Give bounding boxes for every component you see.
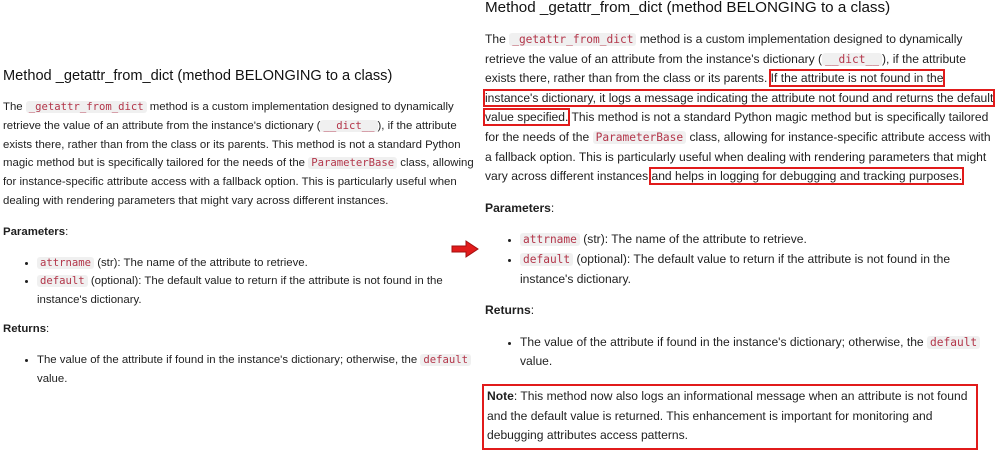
text-run: ), if the attribute exists there, rather than from the class or its parents. This method is not a standard Python magic method but is specifically tailored for the needs of the — [3, 119, 461, 170]
parameters-heading: Parameters — [3, 225, 66, 238]
param-code: default — [520, 253, 573, 266]
note-highlight-box — [482, 384, 978, 450]
returns-heading-line: Returns: — [3, 322, 50, 335]
list-item: • default (optional): The default value to return if the attribute is not found in the instance's dictionary. — [520, 250, 995, 289]
parameters-heading-line: Parameters: — [3, 225, 69, 238]
text-run: The — [3, 101, 26, 113]
inline-code: _getattr_from_dict — [509, 33, 636, 46]
text-run: method is a custom implementation designed to dynamically retrieve the value of an attribute from the instance's dictionary ( — [485, 32, 963, 66]
inline-code: __dict__ — [320, 120, 377, 132]
list-item: • The value of the attribute if found in the instance's dictionary; otherwise, the default value. — [520, 333, 995, 372]
param-code: attrname — [520, 233, 580, 246]
text-run: The — [485, 32, 510, 46]
list-item: • attrname (str): The name of the attribute to retrieve. — [520, 230, 995, 250]
original-doc-panel — [3, 0, 479, 398]
return-code: default — [927, 336, 980, 349]
inline-code: __dict__ — [822, 53, 882, 66]
param-code: default — [37, 275, 88, 287]
list-item: • attrname (str): The name of the attribute to retrieve. — [37, 254, 479, 273]
description-paragraph — [3, 98, 479, 211]
updated-doc-panel — [485, 0, 995, 450]
highlighted-change: and helps in logging for debugging and tracking purposes. — [651, 169, 963, 184]
parameters-list — [3, 254, 479, 310]
doc-title: Method _getattr_from_dict (method BELONGING to a class) — [3, 68, 393, 84]
text-run: class, allowing for instance-specific attribute access with a fallback option. This is particularly useful when dealing with rendering parameters that might vary across different instances. — [3, 157, 474, 207]
red-right-arrow-icon — [451, 240, 479, 258]
returns-heading: Returns — [3, 322, 47, 335]
return-code: default — [420, 354, 471, 366]
inline-code: _getattr_from_dict — [26, 101, 147, 113]
parameters-heading: Parameters — [485, 200, 551, 215]
note-label: Note — [487, 388, 514, 403]
doc-title: Method _getattr_from_dict (method BELONGING to a class) — [485, 0, 891, 16]
returns-list — [485, 333, 995, 372]
list-item: • The value of the attribute if found in the instance's dictionary; otherwise, the default value. — [37, 351, 479, 389]
param-code: attrname — [37, 257, 94, 269]
text-run: This method is not a standard Python magic method but is specifically tailored for the needs of the — [485, 110, 989, 144]
list-item: • default (optional): The default value to return if the attribute is not found in the instance's dictionary. — [37, 272, 479, 310]
text-run: method is a custom implementation designed to dynamically retrieve the value of an attribute from the instance's dictionary ( — [3, 101, 454, 132]
returns-list — [3, 351, 479, 389]
text-run: class, allowing for instance-specific attribute access with a fallback option. This is particularly useful when dealing with rendering parameters that might vary across different instances — [485, 129, 991, 184]
text-run: ), if the attribute exists there, rather than from the class or its parents. — [485, 51, 966, 86]
inline-code: ParameterBase — [593, 131, 687, 144]
description-paragraph — [485, 30, 995, 187]
highlighted-change: If the attribute is not found in the instance's dictionary, it logs a message indicating the attribute not found and returns the default value specified. — [485, 71, 994, 125]
note-text: : This method now also logs an informational message when an attribute is not found and the default value is returned. This enhancement is important for monitoring and debugging attributes access patterns. — [487, 388, 968, 443]
parameters-heading-line: Parameters: — [485, 200, 555, 215]
returns-heading: Returns — [485, 303, 531, 318]
parameters-list — [485, 230, 995, 289]
inline-code: ParameterBase — [308, 157, 397, 169]
returns-heading-line: Returns: — [485, 303, 535, 318]
